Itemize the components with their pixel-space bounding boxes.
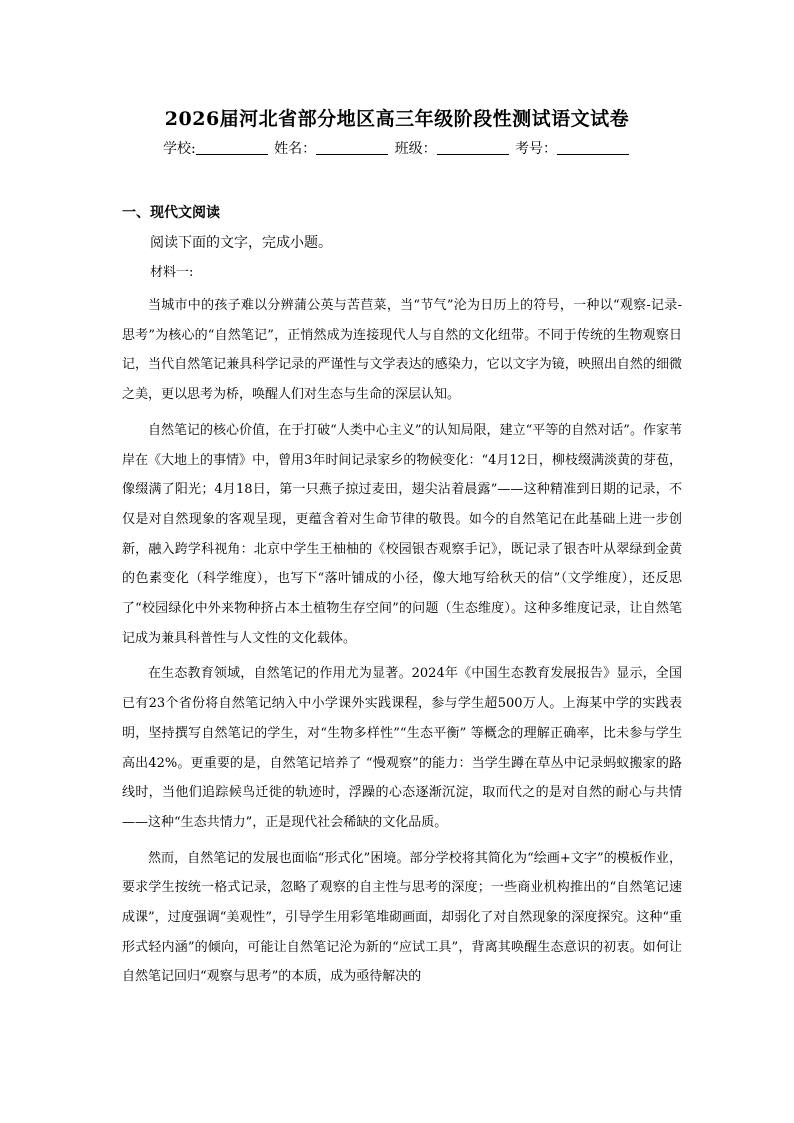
name-label: 姓名： xyxy=(274,141,317,157)
section-heading: 一、现代文阅读 xyxy=(122,205,220,221)
instruction-text: 阅读下面的文字，完成小题。 xyxy=(150,235,332,251)
page-title: 2026届河北省部分地区高三年级阶段性测试语文试卷 xyxy=(164,108,630,130)
school-label: 学校: xyxy=(162,141,196,157)
paragraph: 当城市中的孩子难以分辨蒲公英与苦苣菜，当“节气”沦为日历上的符号，一种以“观察-记录-思考”为核心的“自然笔记”，正悄然成为连接现代人与自然的文化纽带。不同于传统的生物观察日记，当代自然笔记兼具科学记录的严谨性与文学表达的感染力，它以文字为镜，映照出自然的细微之美，更以思考为桥，唤醒人们对生态与生命的深层认知。 xyxy=(122,298,682,403)
name-blank[interactable] xyxy=(316,140,388,155)
paragraph: 在生态教育领域，自然笔记的作用尤为显著。2024年《中国生态教育发展报告》显示，全国已有23个省份将自然笔记纳入中小学课外实践课程，参与学生超500万人。上海某中学的实践表明，坚持撰写自然笔记的学生，对“生物多样性”“生态平衡” 等概念的理解正确率，比未参与学生高出42%。更重要的是，自然笔记培养了 “慢观察”的能力：当学生蹲在草丛中记录蚂蚁搬家的路线时，当他们追踪候鸟迁徙的轨迹时，浮躁的心态逐渐沉淀，取而代之的是对自然的耐心与共情——这种“生态共情力”，正是现代社会稀缺的文化品质。 xyxy=(122,666,682,830)
school-blank[interactable] xyxy=(196,140,268,155)
paragraph: 然而，自然笔记的发展也面临“形式化”困境。部分学校将其简化为“绘画+文字”的模板作业，要求学生按统一格式记录，忽略了观察的自主性与思考的深度；一些商业机构推出的“自然笔记速成课”，过度强调“美观性”，引导学生用彩笔堆砌画面，却弱化了对自然现象的深度探究。这种“重形式轻内涵”的倾向，可能让自然笔记沦为新的“应试工具”，背离其唤醒生态意识的初衷。如何让自然笔记回归“观察与思考”的本质，成为亟待解决的 xyxy=(122,850,682,985)
reading-passage xyxy=(122,291,682,998)
paragraph: 自然笔记的核心价值，在于打破“人类中心主义”的认知局限，建立“平等的自然对话”。作家苇岸在《大地上的事情》中，曾用3年时间记录家乡的物候变化：“4月12日，柳枝缀满淡黄的芽苞，像缀满了阳光；4月18日，第一只燕子掠过麦田，翅尖沾着晨露”——这种精准到日期的记录，不仅是对自然现象的客观呈现，更蕴含着对生命节律的敬畏。如今的自然笔记在此基础上进一步创新，融入跨学科视角：北京中学生王柚柚的《校园银杏观察手记》，既记录了银杏叶从翠绿到金黄的色素变化（科学维度），也写下“落叶铺成的小径，像大地写给秋天的信”（文学维度），还反思了“校园绿化中外来物种挤占本土植物生存空间”的问题（生态维度）。这种多维度记录，让自然笔记成为兼具科普性与人文性的文化载体。 xyxy=(122,422,682,646)
class-label: 班级： xyxy=(394,141,437,157)
number-blank[interactable] xyxy=(557,140,629,155)
class-blank[interactable] xyxy=(437,140,509,155)
material-label: 材料一: xyxy=(150,265,194,280)
student-info-line xyxy=(0,138,794,158)
number-label: 考号： xyxy=(515,141,558,157)
